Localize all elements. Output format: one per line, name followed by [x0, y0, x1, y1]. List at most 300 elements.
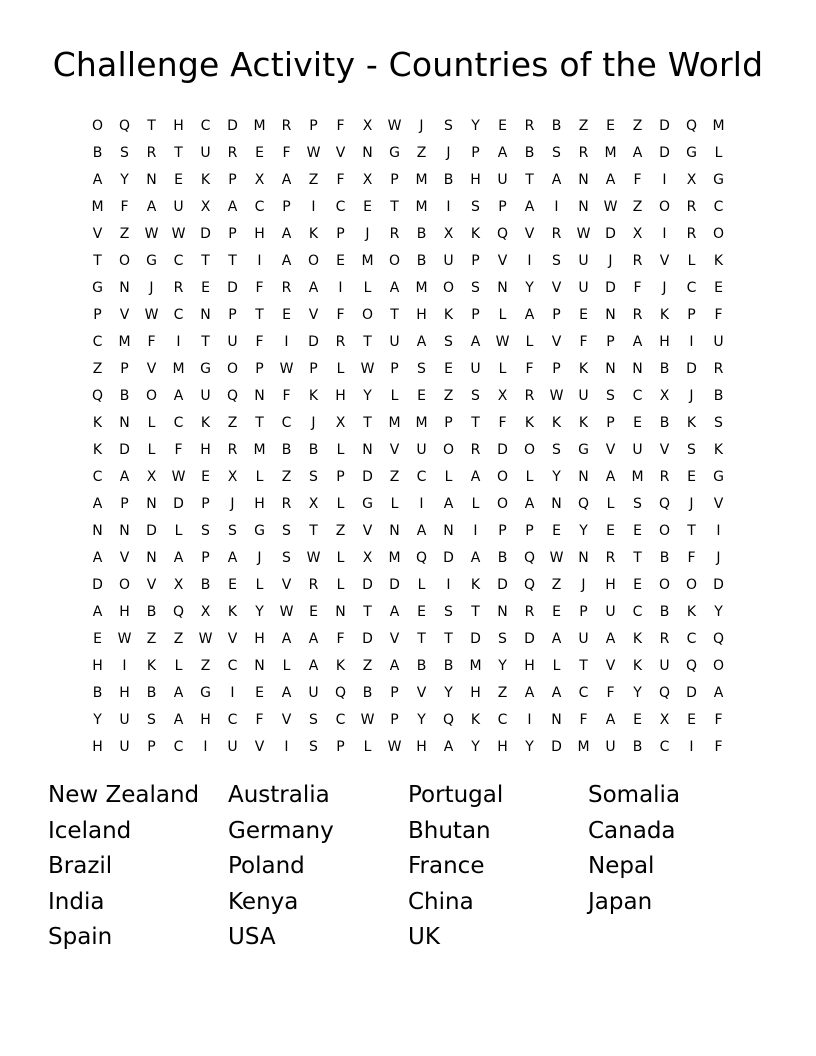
grid-letter[interactable]: Z [227, 415, 238, 431]
grid-letter[interactable]: V [416, 685, 427, 701]
grid-letter[interactable]: Y [525, 739, 534, 755]
grid-letter[interactable]: A [443, 739, 454, 755]
grid-letter[interactable]: W [387, 739, 402, 755]
grid-letter[interactable]: K [227, 604, 238, 620]
grid-letter[interactable]: H [335, 388, 346, 404]
grid-letter[interactable]: P [201, 496, 210, 512]
grid-letter[interactable]: T [444, 631, 453, 647]
grid-letter[interactable]: T [93, 253, 102, 269]
grid-letter[interactable]: J [689, 388, 694, 404]
grid-letter[interactable]: M [604, 145, 617, 161]
grid-letter[interactable]: N [146, 496, 157, 512]
grid-letter[interactable]: P [471, 253, 480, 269]
grid-letter[interactable]: W [306, 145, 321, 161]
grid-letter[interactable]: Q [118, 118, 131, 134]
grid-letter[interactable]: S [282, 550, 291, 566]
grid-letter[interactable]: B [92, 685, 103, 701]
grid-letter[interactable]: A [173, 550, 184, 566]
grid-letter[interactable]: P [255, 361, 264, 377]
grid-letter[interactable]: E [228, 577, 237, 593]
grid-letter[interactable]: D [524, 631, 535, 647]
grid-letter[interactable]: A [281, 685, 292, 701]
grid-letter[interactable]: L [687, 253, 696, 269]
grid-letter[interactable]: T [174, 145, 183, 161]
grid-letter[interactable]: I [311, 199, 316, 215]
grid-letter[interactable]: N [605, 307, 616, 323]
grid-letter[interactable]: Z [578, 118, 589, 134]
grid-letter[interactable]: F [633, 172, 642, 188]
grid-letter[interactable]: G [713, 172, 724, 188]
grid-letter[interactable]: U [605, 739, 616, 755]
grid-letter[interactable]: B [713, 388, 724, 404]
grid-letter[interactable]: U [470, 361, 481, 377]
grid-letter[interactable]: E [93, 631, 102, 647]
grid-letter[interactable]: U [713, 334, 724, 350]
grid-letter[interactable]: X [362, 550, 373, 566]
grid-letter[interactable]: M [91, 199, 104, 215]
grid-letter[interactable]: W [360, 361, 375, 377]
grid-letter[interactable]: B [443, 658, 454, 674]
grid-letter[interactable]: A [551, 631, 562, 647]
grid-letter[interactable]: W [549, 388, 564, 404]
grid-letter[interactable]: L [174, 523, 183, 539]
grid-letter[interactable]: L [255, 469, 264, 485]
grid-letter[interactable]: K [686, 604, 697, 620]
grid-letter[interactable]: D [659, 145, 670, 161]
grid-letter[interactable]: Y [120, 172, 129, 188]
grid-letter[interactable]: X [632, 226, 643, 242]
grid-letter[interactable]: X [686, 172, 697, 188]
grid-letter[interactable]: U [578, 631, 589, 647]
grid-letter[interactable]: P [336, 469, 345, 485]
grid-letter[interactable]: U [578, 280, 589, 296]
grid-letter[interactable]: R [281, 118, 292, 134]
grid-letter[interactable]: D [227, 280, 238, 296]
grid-letter[interactable]: L [525, 469, 534, 485]
grid-letter[interactable]: B [416, 658, 427, 674]
grid-letter[interactable]: F [174, 442, 183, 458]
grid-letter[interactable]: M [388, 415, 401, 431]
grid-letter[interactable]: H [173, 118, 184, 134]
grid-letter[interactable]: F [714, 712, 723, 728]
grid-letter[interactable]: I [662, 172, 667, 188]
grid-letter[interactable]: X [308, 496, 319, 512]
grid-letter[interactable]: H [659, 334, 670, 350]
grid-letter[interactable]: D [146, 523, 157, 539]
grid-letter[interactable]: N [119, 280, 130, 296]
grid-letter[interactable]: T [471, 415, 480, 431]
grid-letter[interactable]: E [336, 253, 345, 269]
grid-letter[interactable]: C [92, 469, 103, 485]
grid-letter[interactable]: B [443, 172, 454, 188]
grid-letter[interactable]: T [228, 253, 237, 269]
grid-letter[interactable]: D [605, 280, 616, 296]
grid-letter[interactable]: F [336, 172, 345, 188]
grid-letter[interactable]: L [336, 577, 345, 593]
grid-letter[interactable]: P [471, 307, 480, 323]
grid-letter[interactable]: P [525, 523, 534, 539]
grid-letter[interactable]: A [389, 658, 400, 674]
grid-letter[interactable]: V [551, 280, 562, 296]
grid-letter[interactable]: A [416, 334, 427, 350]
grid-letter[interactable]: P [471, 145, 480, 161]
grid-letter[interactable]: V [362, 523, 373, 539]
grid-letter[interactable]: L [174, 658, 183, 674]
grid-letter[interactable]: O [442, 280, 455, 296]
grid-letter[interactable]: O [658, 199, 671, 215]
grid-letter[interactable]: Q [523, 550, 536, 566]
grid-letter[interactable]: X [173, 577, 184, 593]
grid-letter[interactable]: V [119, 550, 130, 566]
grid-letter[interactable]: F [714, 307, 723, 323]
grid-letter[interactable]: A [389, 604, 400, 620]
grid-letter[interactable]: Q [442, 712, 455, 728]
grid-letter[interactable]: L [498, 361, 507, 377]
grid-letter[interactable]: R [605, 550, 616, 566]
grid-letter[interactable]: H [92, 739, 103, 755]
grid-letter[interactable]: W [279, 604, 294, 620]
grid-letter[interactable]: M [172, 361, 185, 377]
grid-letter[interactable]: B [119, 388, 130, 404]
grid-letter[interactable]: R [659, 631, 670, 647]
grid-letter[interactable]: O [523, 442, 536, 458]
grid-letter[interactable]: F [525, 361, 534, 377]
grid-letter[interactable]: U [416, 442, 427, 458]
grid-letter[interactable]: S [633, 496, 642, 512]
grid-letter[interactable]: L [444, 469, 453, 485]
grid-letter[interactable]: M [469, 658, 482, 674]
grid-letter[interactable]: E [579, 307, 588, 323]
grid-letter[interactable]: F [633, 280, 642, 296]
grid-letter[interactable]: U [119, 739, 130, 755]
grid-letter[interactable]: S [471, 388, 480, 404]
grid-letter[interactable]: D [713, 577, 724, 593]
grid-letter[interactable]: O [658, 577, 671, 593]
grid-letter[interactable]: S [120, 145, 129, 161]
grid-letter[interactable]: G [713, 469, 724, 485]
grid-letter[interactable]: I [527, 253, 532, 269]
grid-letter[interactable]: W [387, 118, 402, 134]
grid-letter[interactable]: B [497, 550, 508, 566]
grid-letter[interactable]: Z [632, 199, 643, 215]
grid-letter[interactable]: U [632, 442, 643, 458]
grid-letter[interactable]: P [498, 523, 507, 539]
grid-letter[interactable]: T [309, 523, 318, 539]
grid-letter[interactable]: Y [498, 658, 507, 674]
grid-letter[interactable]: A [524, 307, 535, 323]
grid-letter[interactable]: X [659, 712, 670, 728]
grid-letter[interactable]: E [633, 712, 642, 728]
grid-letter[interactable]: A [524, 199, 535, 215]
grid-letter[interactable]: W [117, 631, 132, 647]
grid-letter[interactable]: E [552, 604, 561, 620]
grid-letter[interactable]: B [281, 442, 292, 458]
grid-letter[interactable]: K [551, 415, 562, 431]
grid-letter[interactable]: Y [714, 604, 723, 620]
grid-letter[interactable]: F [255, 280, 264, 296]
grid-letter[interactable]: H [119, 685, 130, 701]
grid-letter[interactable]: H [119, 604, 130, 620]
grid-letter[interactable]: N [146, 172, 157, 188]
grid-letter[interactable]: M [631, 469, 644, 485]
grid-letter[interactable]: V [605, 658, 616, 674]
grid-letter[interactable]: Q [172, 604, 185, 620]
grid-letter[interactable]: L [147, 415, 156, 431]
grid-letter[interactable]: P [444, 415, 453, 431]
grid-letter[interactable]: U [308, 685, 319, 701]
grid-letter[interactable]: D [119, 442, 130, 458]
grid-letter[interactable]: R [524, 388, 535, 404]
grid-letter[interactable]: N [389, 523, 400, 539]
grid-letter[interactable]: I [176, 334, 181, 350]
grid-letter[interactable]: N [119, 415, 130, 431]
grid-letter[interactable]: F [336, 307, 345, 323]
grid-letter[interactable]: B [146, 604, 157, 620]
grid-letter[interactable]: Z [308, 172, 319, 188]
grid-letter[interactable]: T [255, 307, 264, 323]
grid-letter[interactable]: Z [200, 658, 211, 674]
grid-letter[interactable]: R [578, 145, 589, 161]
grid-letter[interactable]: N [146, 550, 157, 566]
grid-letter[interactable]: C [200, 118, 211, 134]
grid-letter[interactable]: O [145, 388, 158, 404]
grid-letter[interactable]: D [227, 118, 238, 134]
grid-letter[interactable]: C [578, 685, 589, 701]
grid-letter[interactable]: Y [417, 712, 426, 728]
grid-letter[interactable]: T [687, 523, 696, 539]
grid-letter[interactable]: N [119, 523, 130, 539]
grid-letter[interactable]: I [338, 280, 343, 296]
grid-letter[interactable]: A [605, 712, 616, 728]
grid-letter[interactable]: D [362, 631, 373, 647]
grid-letter[interactable]: F [336, 118, 345, 134]
grid-letter[interactable]: K [713, 253, 724, 269]
grid-letter[interactable]: N [92, 523, 103, 539]
grid-letter[interactable]: G [200, 361, 211, 377]
grid-letter[interactable]: D [470, 631, 481, 647]
grid-letter[interactable]: V [119, 307, 130, 323]
grid-letter[interactable]: Q [226, 388, 239, 404]
grid-letter[interactable]: A [443, 496, 454, 512]
grid-letter[interactable]: I [284, 739, 289, 755]
grid-letter[interactable]: L [336, 496, 345, 512]
grid-letter[interactable]: W [144, 307, 159, 323]
grid-letter[interactable]: Z [281, 469, 292, 485]
grid-letter[interactable]: E [255, 145, 264, 161]
grid-letter[interactable]: O [388, 253, 401, 269]
grid-letter[interactable]: W [198, 631, 213, 647]
grid-letter[interactable]: D [686, 685, 697, 701]
grid-letter[interactable]: R [146, 145, 157, 161]
grid-letter[interactable]: T [633, 550, 642, 566]
grid-letter[interactable]: H [497, 739, 508, 755]
grid-letter[interactable]: H [605, 577, 616, 593]
grid-letter[interactable]: U [578, 253, 589, 269]
grid-letter[interactable]: C [659, 739, 670, 755]
grid-letter[interactable]: Z [119, 226, 130, 242]
grid-letter[interactable]: P [120, 361, 129, 377]
grid-letter[interactable]: V [281, 577, 292, 593]
grid-letter[interactable]: Y [633, 685, 642, 701]
grid-letter[interactable]: O [226, 361, 239, 377]
grid-letter[interactable]: L [390, 496, 399, 512]
grid-letter[interactable]: J [581, 577, 586, 593]
grid-letter[interactable]: E [633, 577, 642, 593]
grid-letter[interactable]: O [118, 253, 131, 269]
grid-letter[interactable]: A [605, 172, 616, 188]
grid-letter[interactable]: V [497, 253, 508, 269]
grid-letter[interactable]: D [200, 226, 211, 242]
grid-letter[interactable]: H [200, 712, 211, 728]
grid-letter[interactable]: W [144, 226, 159, 242]
grid-letter[interactable]: B [659, 361, 670, 377]
grid-letter[interactable]: E [606, 118, 615, 134]
grid-letter[interactable]: Q [523, 577, 536, 593]
grid-letter[interactable]: O [496, 469, 509, 485]
grid-letter[interactable]: A [281, 253, 292, 269]
grid-letter[interactable]: G [200, 685, 211, 701]
grid-letter[interactable]: R [227, 442, 238, 458]
grid-letter[interactable]: N [497, 604, 508, 620]
grid-letter[interactable]: Z [362, 658, 373, 674]
grid-letter[interactable]: A [92, 496, 103, 512]
grid-letter[interactable]: K [578, 361, 589, 377]
grid-letter[interactable]: N [497, 280, 508, 296]
grid-letter[interactable]: P [228, 307, 237, 323]
grid-letter[interactable]: N [632, 361, 643, 377]
grid-letter[interactable]: K [308, 226, 319, 242]
grid-letter[interactable]: W [360, 712, 375, 728]
grid-letter[interactable]: N [578, 469, 589, 485]
grid-letter[interactable]: X [200, 604, 211, 620]
grid-letter[interactable]: C [335, 199, 346, 215]
grid-letter[interactable]: H [470, 172, 481, 188]
grid-letter[interactable]: N [335, 604, 346, 620]
grid-letter[interactable]: I [230, 685, 235, 701]
grid-letter[interactable]: Z [416, 145, 427, 161]
grid-letter[interactable]: P [336, 739, 345, 755]
grid-letter[interactable]: T [255, 415, 264, 431]
grid-letter[interactable]: X [443, 226, 454, 242]
grid-letter[interactable]: K [632, 631, 643, 647]
grid-letter[interactable]: A [119, 469, 130, 485]
grid-letter[interactable]: H [416, 307, 427, 323]
grid-letter[interactable]: I [446, 199, 451, 215]
grid-letter[interactable]: A [524, 496, 535, 512]
grid-letter[interactable]: O [91, 118, 104, 134]
grid-letter[interactable]: U [497, 172, 508, 188]
grid-letter[interactable]: L [336, 361, 345, 377]
grid-letter[interactable]: S [471, 280, 480, 296]
grid-letter[interactable]: W [549, 550, 564, 566]
grid-letter[interactable]: R [227, 145, 238, 161]
grid-letter[interactable]: G [686, 145, 697, 161]
grid-letter[interactable]: J [419, 118, 424, 134]
grid-letter[interactable]: F [714, 739, 723, 755]
grid-letter[interactable]: A [632, 334, 643, 350]
grid-letter[interactable]: P [120, 496, 129, 512]
grid-letter[interactable]: W [171, 226, 186, 242]
grid-letter[interactable]: G [254, 523, 265, 539]
grid-letter[interactable]: S [714, 415, 723, 431]
grid-letter[interactable]: A [497, 145, 508, 161]
grid-letter[interactable]: E [606, 523, 615, 539]
grid-letter[interactable]: P [606, 334, 615, 350]
grid-letter[interactable]: B [92, 145, 103, 161]
grid-letter[interactable]: Z [551, 577, 562, 593]
grid-letter[interactable]: P [687, 307, 696, 323]
grid-letter[interactable]: B [659, 415, 670, 431]
grid-letter[interactable]: C [335, 712, 346, 728]
grid-letter[interactable]: Z [335, 523, 346, 539]
grid-letter[interactable]: A [281, 631, 292, 647]
grid-letter[interactable]: V [92, 226, 103, 242]
grid-letter[interactable]: X [497, 388, 508, 404]
grid-letter[interactable]: Z [92, 361, 103, 377]
grid-letter[interactable]: M [415, 199, 428, 215]
grid-letter[interactable]: A [389, 280, 400, 296]
grid-letter[interactable]: L [552, 658, 561, 674]
grid-letter[interactable]: I [473, 523, 478, 539]
grid-letter[interactable]: P [309, 118, 318, 134]
grid-letter[interactable]: N [254, 388, 265, 404]
grid-letter[interactable]: P [552, 307, 561, 323]
grid-letter[interactable]: K [92, 415, 103, 431]
grid-letter[interactable]: B [659, 604, 670, 620]
grid-letter[interactable]: P [390, 712, 399, 728]
grid-letter[interactable]: A [605, 469, 616, 485]
grid-letter[interactable]: B [362, 685, 373, 701]
grid-letter[interactable]: T [417, 631, 426, 647]
grid-letter[interactable]: D [389, 577, 400, 593]
grid-letter[interactable]: T [390, 199, 399, 215]
grid-letter[interactable]: T [390, 307, 399, 323]
grid-letter[interactable]: R [308, 577, 319, 593]
grid-letter[interactable]: A [605, 631, 616, 647]
grid-letter[interactable]: I [554, 199, 559, 215]
grid-letter[interactable]: I [419, 496, 424, 512]
grid-letter[interactable]: H [254, 496, 265, 512]
grid-letter[interactable]: V [659, 253, 670, 269]
grid-letter[interactable]: N [578, 199, 589, 215]
grid-letter[interactable]: O [685, 577, 698, 593]
grid-letter[interactable]: Y [579, 523, 588, 539]
grid-letter[interactable]: Q [712, 631, 725, 647]
grid-letter[interactable]: I [689, 739, 694, 755]
grid-letter[interactable]: M [415, 280, 428, 296]
grid-letter[interactable]: D [551, 739, 562, 755]
grid-letter[interactable]: A [308, 631, 319, 647]
grid-letter[interactable]: W [306, 550, 321, 566]
grid-letter[interactable]: Y [93, 712, 102, 728]
grid-letter[interactable]: Z [146, 631, 157, 647]
grid-letter[interactable]: A [146, 199, 157, 215]
grid-letter[interactable]: X [200, 199, 211, 215]
grid-letter[interactable]: E [714, 280, 723, 296]
grid-letter[interactable]: V [659, 442, 670, 458]
grid-letter[interactable]: L [525, 334, 534, 350]
grid-letter[interactable]: P [147, 739, 156, 755]
grid-letter[interactable]: D [92, 577, 103, 593]
grid-letter[interactable]: S [606, 388, 615, 404]
grid-letter[interactable]: U [200, 145, 211, 161]
grid-letter[interactable]: E [444, 361, 453, 377]
grid-letter[interactable]: V [146, 577, 157, 593]
grid-letter[interactable]: C [173, 415, 184, 431]
grid-letter[interactable]: T [579, 658, 588, 674]
grid-letter[interactable]: F [336, 631, 345, 647]
grid-letter[interactable]: T [363, 334, 372, 350]
